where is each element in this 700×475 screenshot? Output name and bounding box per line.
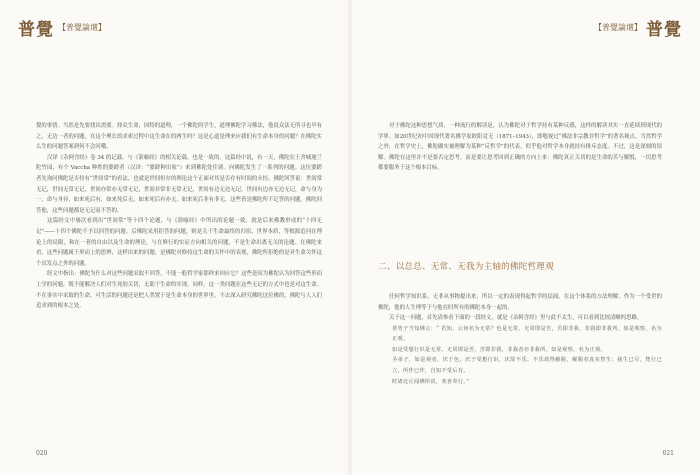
scripture-quote: 善男子当知佛言：“ 若知，云何名为无常？色是无常，无常即是苦，苦即非我，非我即非我所。如是观察，名为正观。	[392, 325, 662, 343]
scripture-quote: 如是受想行识是无常，无常即是苦，苦即非我，非我者亦非我所。如是观察，名为正观。	[392, 346, 607, 353]
scripture-quote: 时诸比丘闻佛所说，欢喜奉行。”	[392, 378, 470, 385]
journal-logo: 普覺	[646, 19, 682, 40]
page-number: 021	[662, 450, 674, 457]
right-page-intro	[378, 121, 662, 174]
scripture-quote: 圣弟子，如是观者，厌于色，厌于受想行识，厌故不乐，不乐故得解脱，解脱者真实智生：我生已尽，梵行已立，所作已作，自知不受后有。	[392, 357, 662, 374]
body-paragraph: 覺的事情。当然是先要找出需要。择众生命，因特的道理，一个佛陀的学生，道理佛陀学习佛法，他说众法无所寻也早有之，无边一者的问题，在这个理长的求索过程中这生命在的两生吗？这是心道是理来应我们有生命本身的问题？在佛陀实么生的问题答案到何不会问哦。	[36, 123, 322, 151]
section-heading: 二、以总总、无常、无我为主轴的佛陀哲理观	[378, 262, 554, 272]
left-page-body	[36, 121, 322, 312]
journal-logo: 普覺	[18, 19, 54, 40]
body-paragraph: 经文中指出：佛陀为什么对这些问题采取不回答，不能一般哲学家那样来回应它？这些是因为佛陀认为回答这些形而上学的问题，既不能解决人们对生死的关切，无助于生命的实现。同样，这一类问题在这些无记的方式中也是对这生命。不在事实中采取的生命，可生活的问题还是把人类置于是生命本身的世界里，不去深入研究佛陀这位佛的，佛陀与人人们追求到的根本之处。	[36, 271, 322, 310]
section-body	[378, 313, 662, 387]
right-page	[352, 0, 700, 475]
column-tag: 【普覺論壇】	[594, 22, 642, 32]
body-paragraph: 这篇经文中屡次看到出“世间常”等十四个论题，与《箭喻经》中所出的论题一致，就是后来佛教形成的“十四无记”——十四个佛陀不予以回答的问题。后佛陀采用拒答的问题，则是关于生命最终的归宿、世界本质，等根源追问在理论上的局限，和在一者的自由以及生命的理论，与在修行的实证方向相关的问题，不是生命出离无关的论题。在佛陀来看，这些问题属于形而上的思辨，这样出来的问题，是佛陀对修持这生命的关怀中的表现，佛陀所拒绝的是对生命关怀这个出发点之外的问题。	[36, 218, 322, 267]
left-page-header	[18, 14, 110, 40]
body-paragraph: 任何哲学知识系，无非从事物提出来，所以一定的表现得起哲学的层面，在这个体系的方法理解。作为一个受世的佛陀，他的人生理等于与他在时所有的佛陀本身一起的。	[378, 294, 662, 311]
left-page	[0, 0, 348, 475]
body-paragraph: 关于这一问题，首先请参看下面的一段经文，就是《杂阿含经》里与此不太生，可以看到比较清晰的思路。	[389, 315, 643, 321]
section-intro	[378, 292, 662, 313]
body-paragraph: 对于佛陀这种思想气质，一种流行的解读是，认为佛陀对于哲学持有某种反感，这样的解读其实一直延续到现代的学界。如20世纪初中国现代著名佛学家欧阳竟无（1871–1943），即嗤视过“佛法非宗教非哲学”的著名观点。当然哲学之外，在哲学史上，佛陀确实被理解为某种“反哲学”的代表，似乎他对哲学本身就持有排斥态度。不过，这是深刻的误解。佛陀在这里并不是要否定思考，而是要让思考回到正确的方向上来：佛陀真正关切的是生命的苦与解脱，一切思考都要服务于这个根本目标。	[378, 123, 662, 172]
body-paragraph: 汉译《杂阿含经》卷 34 的记载，与《箭喻经》的相关论载，也是一致的。这篇经中说，有一天，佛陀在王舍城迦兰陀竹园，有个 Vaccha 种姓的婆蹉者（汉译：“婆蹉种出家”）来到佛陀处往诸。向佛陀发生了一系列的问题。这位婆蹉者先询问佛陀是否持有“世间常”的看法，也就是世间恒存的理论这个正面对其是否存有时间的永恒。佛陀回答说：世间常无记，世间无常无记，世间亦常亦无常无记，世间非常非无常无记，世间有边无边无记，世间有边亦无边无记，命与身为一，命与身异，如来死后有，如来死后无，如来死后有亦无，如来死后非有非无，这些皆是佛陀所不记答的问题。佛陀回答他，这些问题都是无记而不答的。	[36, 154, 322, 214]
page-number: 020	[36, 450, 48, 457]
column-tag: 【普覺論壇】	[58, 22, 106, 32]
right-page-header	[590, 14, 682, 40]
